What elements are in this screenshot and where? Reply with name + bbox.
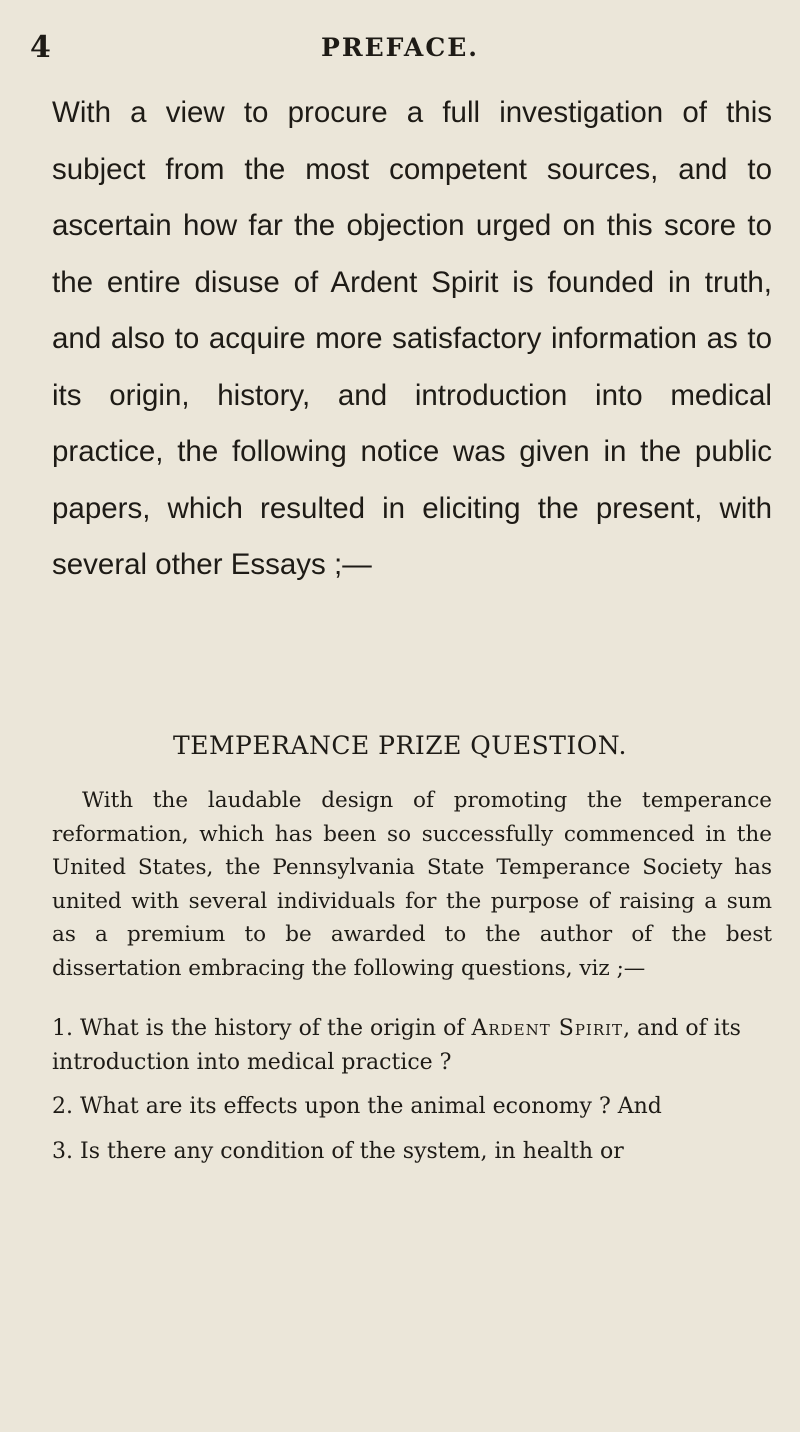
running-head: PREFACE. — [321, 33, 479, 62]
ardent-spirit-term: Ardent Spirit — [471, 1016, 624, 1041]
question-text: , and of its introduction into medical practice ? — [52, 1016, 741, 1075]
question-text: Is there any condition of the system, in health or — [80, 1138, 624, 1164]
question-number: 1. — [52, 1016, 73, 1041]
page-number: 4 — [30, 30, 51, 65]
section-heading: TEMPERANCE PRIZE QUESTION. — [173, 731, 627, 760]
page-header — [0, 30, 800, 66]
question-item-2 — [52, 1090, 772, 1124]
intro-paragraph: With a view to procure a full investigation of this subject from the most competent sources, and to ascertain how far the objection urged on this score to the entire disuse of Ardent Spirit is founded in truth, and also to acquire more satisfactory information as to its origin, history, and introduction into medical practice, the following notice was given in the public papers, which resulted in eliciting the present, with several other Essays ;— — [52, 96, 772, 581]
question-text: What is the history of the origin of — [80, 1016, 472, 1041]
question-item-1 — [52, 1012, 772, 1079]
question-text: What are its effects upon the animal economy ? And — [80, 1094, 662, 1119]
question-number: 3. — [52, 1138, 73, 1164]
notice-paragraph: With the laudable design of promoting the temperance reformation, which has been so successfully commenced in the United States, the Pennsylvania State Temperance Society has united with several individuals for the purpose of raising a sum as a premium to be awarded to the author of the best dissertation embracing the following questions, viz ;— — [52, 788, 772, 981]
question-item-3 — [52, 1135, 772, 1169]
question-number: 2. — [52, 1094, 73, 1119]
questions-list — [52, 1012, 772, 1179]
